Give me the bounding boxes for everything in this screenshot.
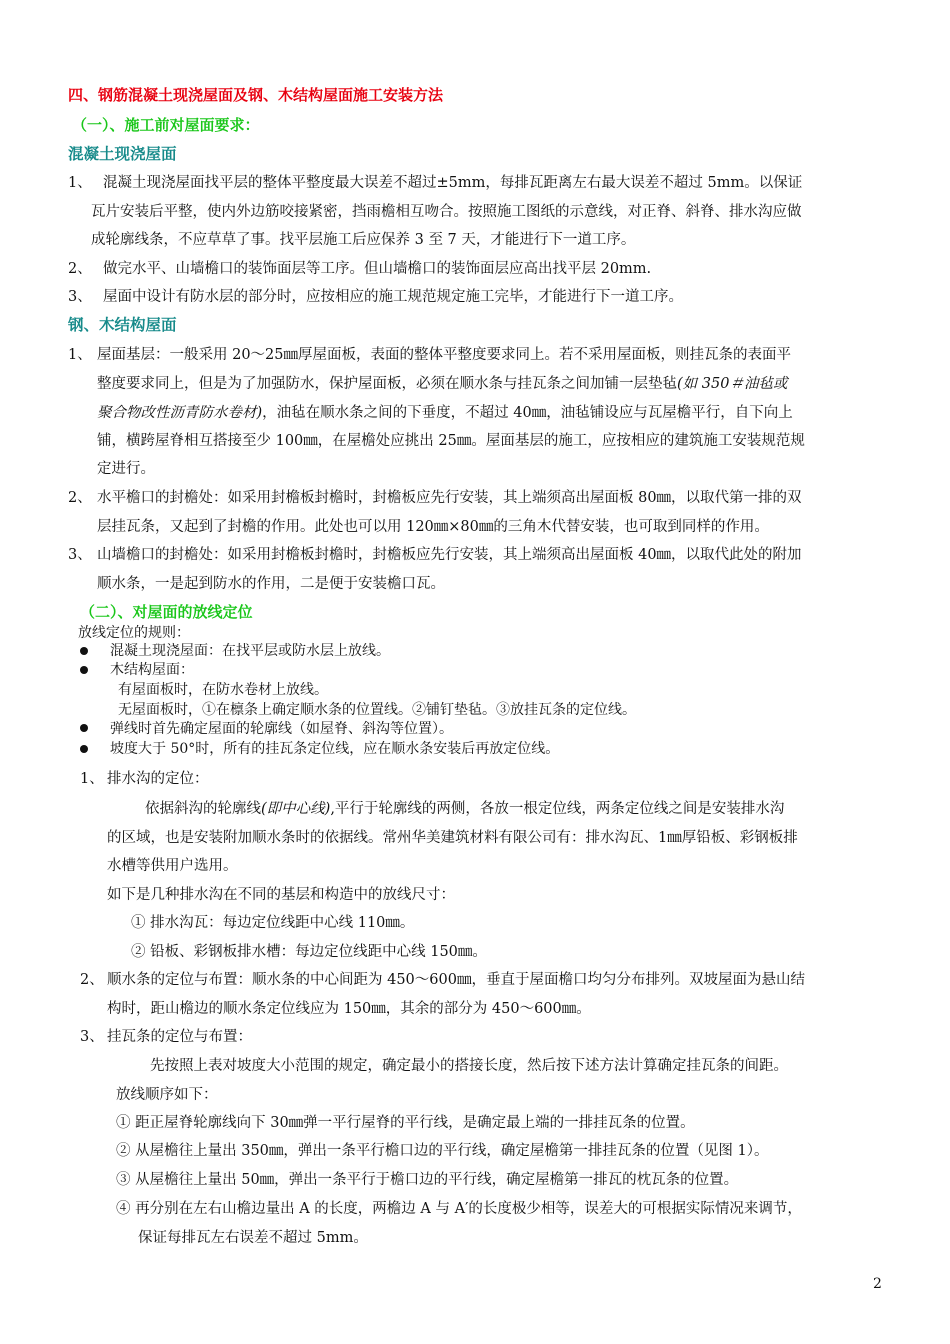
paragraph-line: 的区域，也是安装附加顺水条时的依据线。常州华美建筑材料有限公司有：排水沟瓦、1㎜厚铅板、彩钢板排: [107, 830, 798, 846]
paragraph-line: [97, 404, 793, 422]
list-title: 排水沟的定位：: [107, 771, 209, 787]
paragraph-line: 水槽等供用户选用。: [107, 858, 238, 874]
list-number: 3、: [68, 547, 92, 563]
bullet-icon: [80, 666, 88, 674]
paragraph-line: 铺，横跨屋脊相互搭接至少 100㎜，在屋檐处应挑出 25㎜。屋面基层的施工，应按相应的建筑施工安装规范规: [97, 433, 805, 449]
paragraph-line: 山墙檐口的封檐处：如采用封檐板封檐时，封檐板应先行安装，其上端须高出屋面板 40㎜，以取代此处的附加: [97, 547, 802, 563]
paragraph-line: 混凝土现浇屋面找平层的整体平整度最大误差不超过±5mm，每排瓦距离左右最大误差不超过 5mm。以保证: [103, 175, 803, 191]
text-run: 必须在顺水条与挂瓦条之间加铺一层垫毡: [416, 376, 677, 392]
paragraph-line: ③ 从屋檐往上量出 50㎜，弹出一条平行于檐口边的平行线，确定屋檐第一排瓦的枕瓦条的位置。: [116, 1172, 739, 1188]
list-number: 1、: [68, 175, 92, 191]
paragraph-line: [97, 375, 787, 393]
bullet-icon: [80, 724, 88, 732]
bullet-subtext: 无屋面板时，①在檩条上确定顺水条的位置线。②铺钉垫毡。③放挂瓦条的定位线。: [118, 702, 636, 718]
list-number: 1、: [68, 347, 92, 363]
italic-text-run: 聚合物改性沥青防水卷材): [97, 405, 263, 421]
paragraph-line: 保证每排瓦左右误差不超过 5mm。: [138, 1230, 368, 1246]
text-run: ,平行于轮廓线的两侧，各放一根定位线，两条定位线之间是安装排水沟: [330, 801, 785, 817]
paragraph-line: ① 距正屋脊轮廓线向下 30㎜弹一平行屋脊的平行线，是确定最上端的一排挂瓦条的位置。: [116, 1115, 695, 1131]
paragraph-line: ① 排水沟瓦：每边定位线距中心线 110㎜。: [131, 915, 415, 931]
paragraph-line: 先按照上表对坡度大小范围的规定，确定最小的搭接长度，然后按下述方法计算确定挂瓦条的间距。: [150, 1058, 788, 1074]
page-number: 2: [873, 1276, 882, 1292]
paragraph-line: 水平檐口的封檐处：如采用封檐板封檐时，封檐板应先行安装，其上端须高出屋面板 80㎜，以取代第一排的双: [97, 490, 802, 506]
list-number: 2、: [68, 261, 92, 277]
paragraph-line: 瓦片安装后平整，使内外边筋咬接紧密，挡雨檐相互吻合。按照施工图纸的示意线，对正脊、斜脊、排水沟应做: [91, 204, 802, 220]
list-number: 2、: [68, 490, 92, 506]
list-number: 2、: [80, 972, 104, 988]
text-run: 整度要求同上，但是为了加强防水，保护屋面板，: [97, 376, 416, 392]
paragraph-line: 顺水条的定位与布置：顺水条的中心间距为 450～600㎜，垂直于屋面檐口均匀分布排列。双坡屋面为悬山结: [107, 972, 805, 988]
list-number: 3、: [80, 1029, 104, 1045]
bullet-text: 混凝土现浇屋面：在找平层或防水层上放线。: [110, 643, 390, 659]
paragraph-line: 构时，距山檐边的顺水条定位线应为 150㎜，其余的部分为 450～600㎜。: [107, 1001, 591, 1017]
italic-text-run: (即中心线): [261, 801, 331, 817]
concrete-roof-heading: 混凝土现浇屋面: [68, 144, 177, 163]
paragraph-line: 层挂瓦条，又起到了封檐的作用。此处也可以用 120㎜×80㎜的三角木代替安装，也可取到同样的作用。: [97, 519, 769, 535]
paragraph-line: 如下是几种排水沟在不同的基层和构造中的放线尺寸：: [107, 887, 455, 903]
rules-label: 放线定位的规则：: [78, 625, 190, 641]
italic-text-run: (如 350＃油毡或: [677, 376, 788, 392]
paragraph-line: 定进行。: [97, 461, 155, 477]
paragraph-line: 放线顺序如下：: [116, 1087, 218, 1103]
paragraph-line: ② 从屋檐往上量出 350㎜，弹出一条平行檐口边的平行线，确定屋檐第一排挂瓦条的位置（见图 1）。: [116, 1143, 769, 1159]
paragraph-line: 屋面中设计有防水层的部分时，应按相应的施工规范规定施工完毕，才能进行下一道工序。: [103, 289, 683, 305]
bullet-text: 弹线时首先确定屋面的轮廓线（如屋脊、斜沟等位置）。: [110, 721, 453, 737]
bullet-subtext: 有屋面板时，在防水卷材上放线。: [118, 682, 328, 698]
text-run: ，油毡在顺水条之间的下垂度，不超过 40㎜，油毡铺设应与瓦屋檐平行，自下向上: [262, 405, 793, 421]
text-run: 依据斜沟的轮廓线: [145, 801, 261, 817]
paragraph-line: 做完水平、山墙檐口的装饰面层等工序。但山墙檐口的装饰面层应高出找平层 20mm.: [103, 261, 652, 277]
bullet-text: 坡度大于 50°时，所有的挂瓦条定位线，应在顺水条安装后再放定位线。: [110, 741, 560, 757]
paragraph-line: 屋面基层：一般采用 20～25㎜厚屋面板，表面的整体平整度要求同上。若不采用屋面板，则挂瓦条的表面平: [97, 347, 792, 363]
section-title: 四、钢筋混凝土现浇屋面及钢、木结构屋面施工安装方法: [68, 86, 444, 104]
paragraph-line: ② 铅板、彩钢板排水槽：每边定位线距中心线 150㎜。: [131, 944, 487, 960]
list-number: 3、: [68, 289, 92, 305]
steel-wood-roof-heading: 钢、木结构屋面: [68, 315, 177, 334]
paragraph-line: [145, 800, 784, 818]
bullet-icon: [80, 745, 88, 753]
list-number: 1、: [80, 771, 104, 787]
list-title: 挂瓦条的定位与布置：: [107, 1029, 252, 1045]
bullet-text: 木结构屋面：: [110, 662, 194, 678]
bullet-icon: [80, 647, 88, 655]
paragraph-line: 顺水条，一是起到防水的作用，二是便于安装檐口瓦。: [97, 576, 445, 592]
subsection-heading-2: （二）、对屋面的放线定位: [80, 603, 253, 621]
paragraph-line: 成轮廓线条，不应草草了事。找平层施工后应保养 3 至 7 天，才能进行下一道工序。: [91, 232, 636, 248]
paragraph-line: ④ 再分别在左右山檐边量出 A 的长度，两檐边 A 与 A′的长度极少相等，误差大的可根据实际情况来调节，: [116, 1201, 802, 1217]
subsection-heading-1: （一）、施工前对屋面要求：: [72, 116, 260, 134]
